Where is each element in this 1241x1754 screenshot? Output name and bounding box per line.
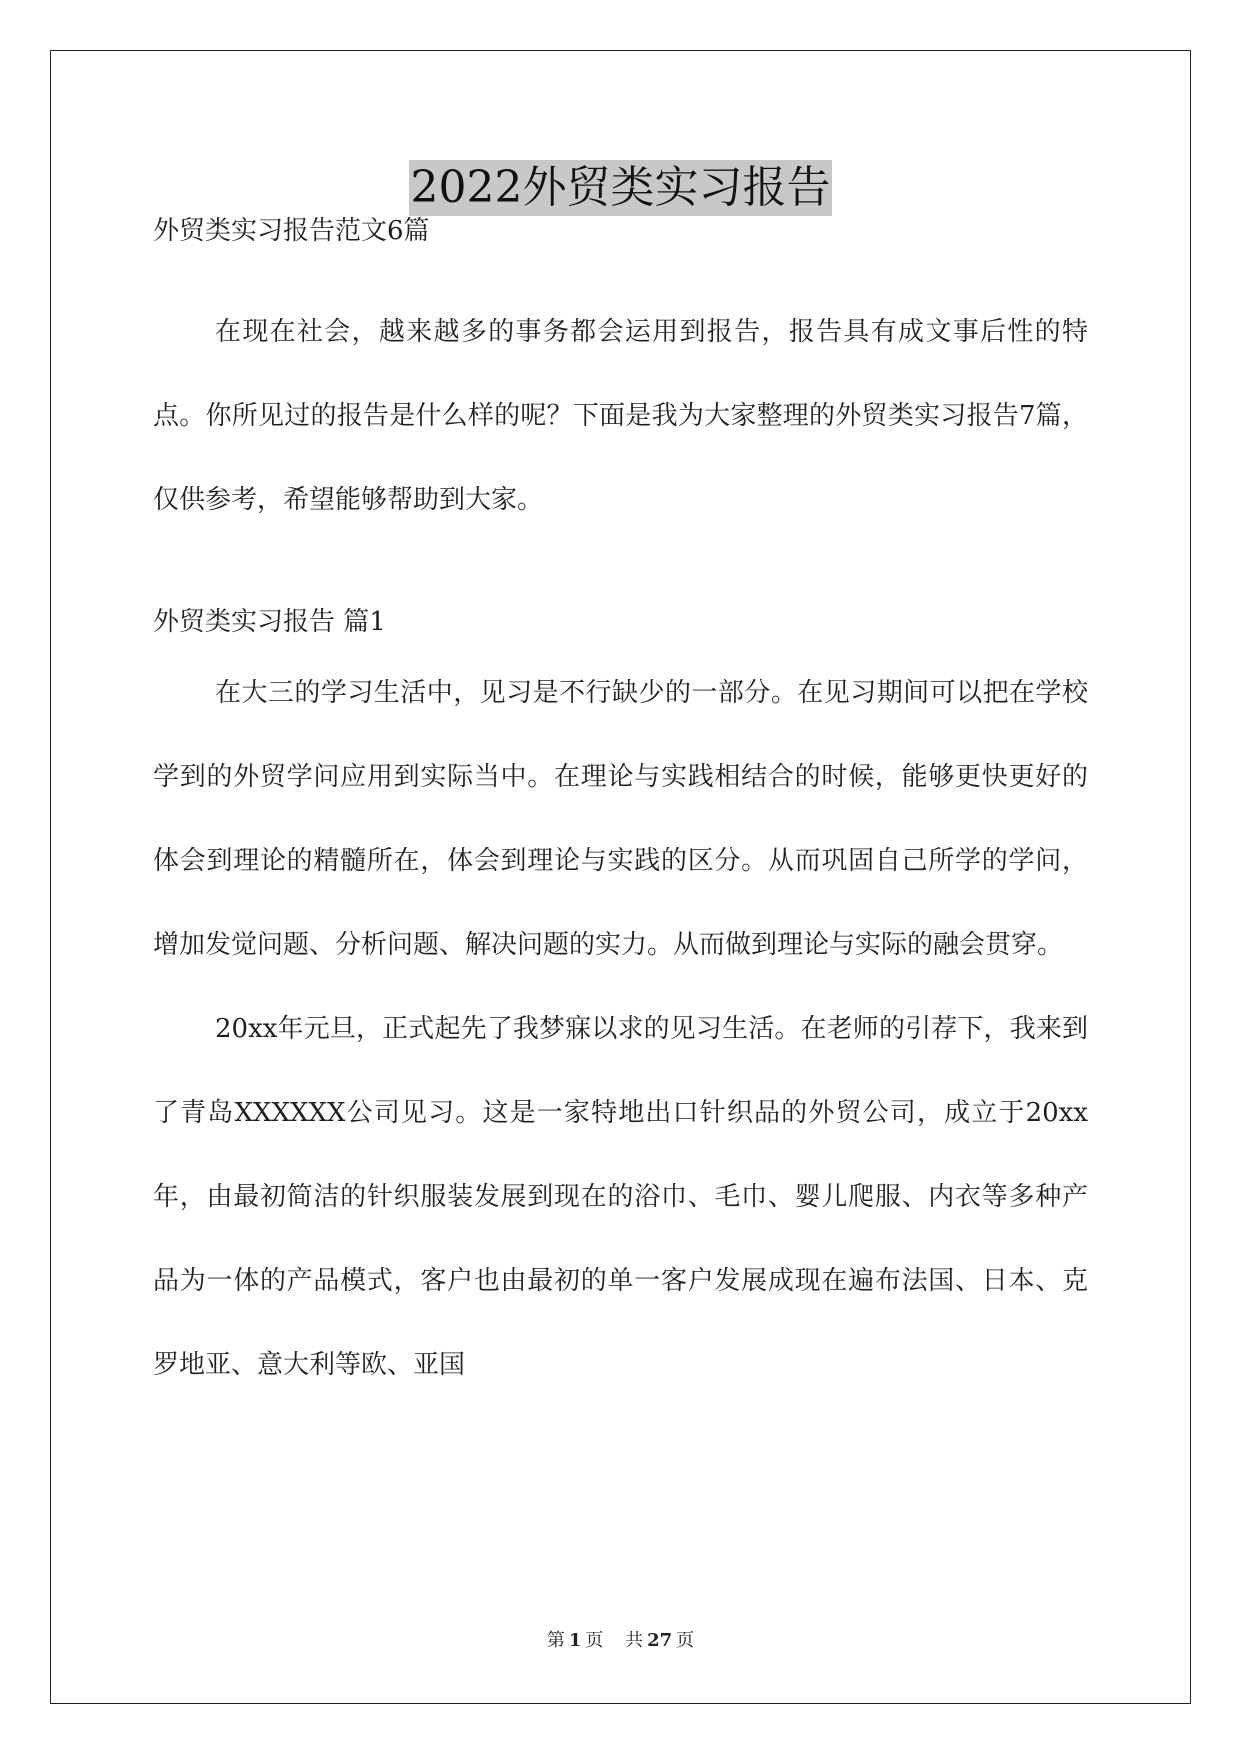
total-suffix: 页	[676, 1630, 695, 1651]
title-container	[0, 160, 1241, 216]
intro-paragraph: 在现在社会，越来越多的事务都会运用到报告，报告具有成文事后性的特点。你所见过的报告是什么样的呢？下面是我为大家整理的外贸类实习报告7篇，仅供参考，希望能够帮助到大家。	[153, 317, 1088, 515]
section-body	[153, 651, 1088, 1407]
page-label-prefix: 第	[546, 1630, 565, 1651]
total-pages: 27	[647, 1630, 673, 1651]
total-prefix: 共	[625, 1630, 644, 1651]
page-footer	[0, 1626, 1241, 1652]
total-indicator	[621, 1630, 698, 1651]
document-title: 2022外贸类实习报告	[409, 160, 833, 216]
body-paragraph-1: 在大三的学习生活中，见习是不行缺少的一部分。在见习期间可以把在学校学到的外贸学问应用到实际当中。在理论与实践相结合的时候，能够更快更好的体会到理论的精髓所在，体会到理论与实践的区分。从而巩固自己所学的学问，增加发觉问题、分析问题、解决问题的实力。从而做到理论与实际的融会贯穿。	[153, 678, 1088, 960]
page-number: 1	[568, 1630, 582, 1651]
document-subtitle: 外贸类实习报告范文6篇	[153, 216, 430, 246]
intro-block	[153, 290, 1088, 542]
page-label-suffix: 页	[585, 1630, 604, 1651]
section-heading: 外贸类实习报告 篇1	[153, 607, 386, 637]
page-indicator	[543, 1630, 608, 1651]
body-paragraph-2: 20xx年元旦，正式起先了我梦寐以求的见习生活。在老师的引荐下，我来到了青岛XXXXXX公司见习。这是一家特地出口针织品的外贸公司，成立于20xx年，由最初简洁的针织服装发展到现在的浴巾、毛巾、婴儿爬服、内衣等多种产品为一体的产品模式，客户也由最初的单一客户发展成现在遍布法国、日本、克罗地亚、意大利等欧、亚国	[153, 1014, 1088, 1380]
